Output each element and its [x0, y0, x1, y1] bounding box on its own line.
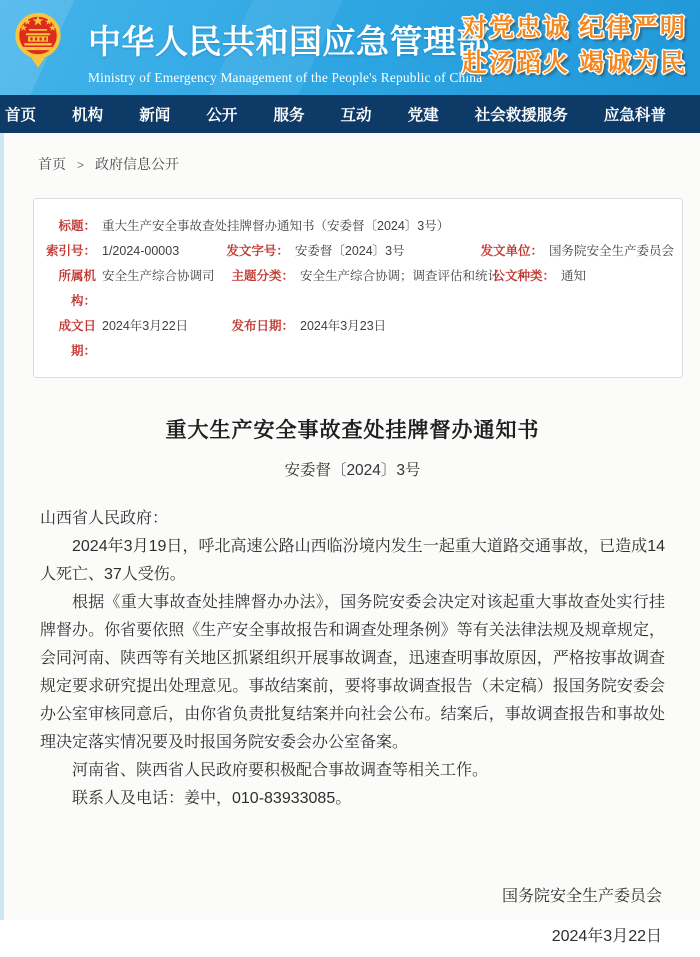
- meta-value-org: 安全生产综合协调司: [102, 269, 215, 283]
- signature-date: 2024年3月22日: [551, 928, 662, 945]
- meta-value-index-no: 1/2024-00003: [102, 244, 180, 258]
- meta-label-issuer: 发文单位：: [480, 244, 543, 258]
- site-slogan: [462, 11, 687, 81]
- meta-label-date-published: 发布日期：: [231, 319, 294, 333]
- meta-row-4: [34, 314, 674, 364]
- document-number: 安委督〔2024〕3号: [284, 462, 421, 479]
- meta-label-category: 主题分类：: [231, 269, 294, 283]
- slogan-line-2: 赴汤蹈火 竭诚为民: [462, 49, 687, 77]
- paragraph-3: 河南省、陕西省人民政府要积极配合事故调查等相关工作。: [72, 762, 489, 779]
- breadcrumb-home[interactable]: 首页: [38, 156, 66, 172]
- breadcrumb: [0, 133, 700, 174]
- paragraph-2: 根据《重大事故查处挂牌督办办法》，国务院安委会决定对该起重大事故查处实行挂牌督办。你省要依照《生产安全事故报告和调查处理条例》等有关法律法规及规章规定，会同河南、陕西等有关地区抓紧组织开展事故调查，迅速查明事故原因，严格按事故调查规定要求研究提出处理意见。事故结案前，要将事故调查报告（未定稿）报国务院安委会办公室审核同意后，由你省负责批复结案并向社会公布。结案后，事故调查报告和事故处理决定落实情况要及时报国务院安委会办公室备案。: [40, 594, 665, 751]
- slogan-line-1: 对党忠诚 纪律严明: [462, 14, 687, 42]
- meta-label-org: 所属机构：: [58, 269, 96, 308]
- meta-label-title: 标题：: [58, 219, 96, 233]
- national-emblem-icon: [15, 11, 61, 83]
- nav-item-social-rescue[interactable]: 社会救援服务: [474, 107, 568, 124]
- content-area: [0, 133, 700, 945]
- salutation: 山西省人民政府：: [40, 510, 169, 527]
- meta-row-2: [34, 239, 674, 264]
- site-title-en: Ministry of Emergency Management of the People's Republic of China: [88, 70, 483, 85]
- meta-value-date-written: 2024年3月22日: [102, 319, 189, 333]
- document: [0, 414, 700, 957]
- signature-block: [40, 877, 665, 957]
- site-header: [0, 0, 700, 95]
- meta-value-title: 重大生产安全事故查处挂牌督办通知书（安委督〔2024〕3号）: [102, 219, 450, 233]
- paragraph-4: 联系人及电话：姜中，010-83933085。: [72, 790, 352, 807]
- main-nav: [0, 95, 700, 133]
- nav-item-services[interactable]: 服务: [273, 107, 305, 124]
- meta-value-date-published: 2024年3月23日: [300, 319, 387, 333]
- meta-row-3: [34, 264, 674, 314]
- nav-item-party[interactable]: 党建: [407, 107, 439, 124]
- meta-label-doc-symbol: 发文字号：: [226, 244, 289, 258]
- nav-item-orgs[interactable]: 机构: [72, 107, 104, 124]
- site-title-cn: 中华人民共和国应急管理部: [88, 23, 490, 60]
- meta-label-date-written: 成文日期：: [58, 319, 96, 358]
- document-body: [40, 505, 665, 813]
- site-titles: [88, 16, 490, 86]
- nav-item-interaction[interactable]: 互动: [340, 107, 372, 124]
- nav-item-disclosure[interactable]: 公开: [206, 107, 238, 124]
- meta-value-issuer: 国务院安全生产委员会: [548, 244, 674, 258]
- signature-issuer: 国务院安全生产委员会: [501, 888, 662, 905]
- meta-label-index-no: 索引号：: [45, 244, 96, 258]
- document-meta-box: [33, 198, 683, 378]
- meta-value-category: 安全生产综合协调；调查评估和统计: [300, 269, 501, 283]
- nav-item-science[interactable]: 应急科普: [603, 107, 666, 124]
- breadcrumb-current[interactable]: 政府信息公开: [95, 156, 180, 172]
- document-title: 重大生产安全事故查处挂牌督办通知书: [165, 419, 540, 442]
- meta-label-doc-type: 公文种类：: [492, 269, 555, 283]
- nav-item-home[interactable]: 首页: [5, 107, 37, 124]
- paragraph-1: 2024年3月19日，呼北高速公路山西临汾境内发生一起重大道路交通事故，已造成14人死亡、37人受伤。: [40, 538, 665, 583]
- breadcrumb-separator: >: [77, 158, 85, 172]
- meta-value-doc-type: 通知: [561, 269, 587, 283]
- meta-value-doc-symbol: 安委督〔2024〕3号: [294, 244, 405, 258]
- nav-item-news[interactable]: 新闻: [139, 107, 171, 124]
- meta-row-title: [34, 214, 674, 239]
- left-edge-strip: [0, 133, 4, 920]
